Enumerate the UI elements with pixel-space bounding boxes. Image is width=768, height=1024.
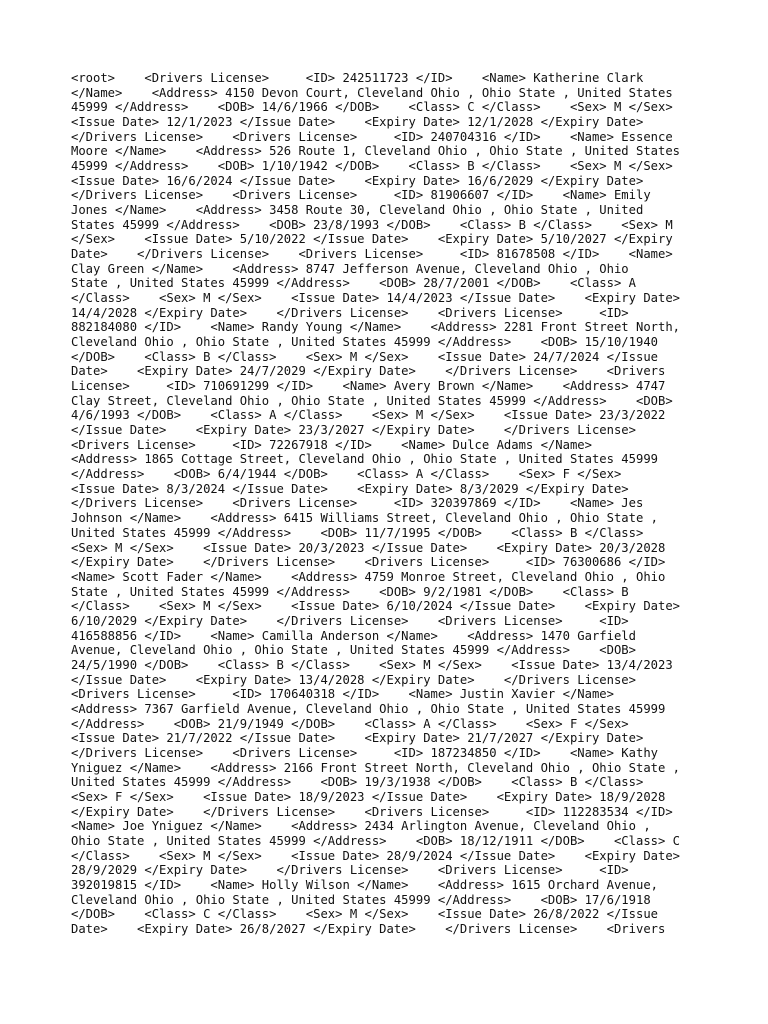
text-line: States 45999 </Address> <DOB> 23/8/1993 </DOB> <Class> B </Class> <Sex> M [71, 217, 673, 232]
document-page [71, 71, 701, 937]
text-line: <Address> 1865 Cottage Street, Cleveland Ohio , Ohio State , United States 45999 [71, 452, 658, 467]
text-line: License> <ID> 710691299 </ID> <Name> Avery Brown </Name> <Address> 4747 [71, 379, 666, 394]
text-line: </Address> <DOB> 6/4/1944 </DOB> <Class> A </Class> <Sex> F </Sex> [71, 467, 622, 482]
text-line: Moore </Name> <Address> 526 Route 1, Cleveland Ohio , Ohio State , United States [71, 144, 681, 159]
text-line: Johnson </Name> <Address> 6415 Williams Street, Cleveland Ohio , Ohio State , [71, 511, 658, 526]
text-line: <Sex> M </Sex> <Issue Date> 20/3/2023 </Issue Date> <Expiry Date> 20/3/2028 [71, 540, 666, 555]
text-line: United States 45999 </Address> <DOB> 11/7/1995 </DOB> <Class> B </Class> [71, 525, 644, 540]
text-line: Cleveland Ohio , Ohio State , United States 45999 </Address> <DOB> 17/6/1918 [71, 892, 651, 907]
text-line: Jones </Name> <Address> 3458 Route 30, Cleveland Ohio , Ohio State , United [71, 203, 644, 218]
text-line: <Name> Scott Fader </Name> <Address> 4759 Monroe Street, Cleveland Ohio , Ohio [71, 569, 666, 584]
text-line: </Class> <Sex> M </Sex> <Issue Date> 6/10/2024 </Issue Date> <Expiry Date> [71, 599, 681, 614]
text-line: </Expiry Date> </Drivers License> <Drivers License> <ID> 112283534 </ID> [71, 804, 673, 819]
text-line: </Class> <Sex> M </Sex> <Issue Date> 28/9/2024 </Issue Date> <Expiry Date> [71, 848, 681, 863]
text-line: <Address> 7367 Garfield Avenue, Cleveland Ohio , Ohio State , United States 45999 [71, 701, 666, 716]
text-line: State , United States 45999 </Address> <DOB> 9/2/1981 </DOB> <Class> B [71, 584, 629, 599]
text-line: </DOB> <Class> C </Class> <Sex> M </Sex> <Issue Date> 26/8/2022 </Issue [71, 907, 658, 922]
text-line: </Drivers License> <Drivers License> <ID> 240704316 </ID> <Name> Essence [71, 129, 673, 144]
text-line: 6/10/2029 </Expiry Date> </Drivers License> <Drivers License> <ID> [71, 613, 629, 628]
text-line: 24/5/1990 </DOB> <Class> B </Class> <Sex> M </Sex> <Issue Date> 13/4/2023 [71, 657, 673, 672]
text-line: </Drivers License> <Drivers License> <ID> 187234850 </ID> <Name> Kathy [71, 745, 658, 760]
text-line: Ohio State , United States 45999 </Address> <DOB> 18/12/1911 </DOB> <Class> C [71, 833, 681, 848]
text-line: <Name> Joe Yniguez </Name> <Address> 2434 Arlington Avenue, Cleveland Ohio , [71, 819, 651, 834]
text-line: </Class> <Sex> M </Sex> <Issue Date> 14/4/2023 </Issue Date> <Expiry Date> [71, 291, 681, 306]
text-line: <Sex> F </Sex> <Issue Date> 18/9/2023 </Issue Date> <Expiry Date> 18/9/2028 [71, 789, 666, 804]
text-line: </Issue Date> <Expiry Date> 13/4/2028 </Expiry Date> </Drivers License> [71, 672, 636, 687]
text-line: <Issue Date> 12/1/2023 </Issue Date> <Expiry Date> 12/1/2028 </Expiry Date> [71, 115, 644, 130]
text-line: <Drivers License> <ID> 72267918 </ID> <Name> Dulce Adams </Name> [71, 437, 592, 452]
text-line: </Drivers License> <Drivers License> <ID> 81906607 </ID> <Name> Emily [71, 188, 651, 203]
text-line: Date> <Expiry Date> 24/7/2029 </Expiry Date> </Drivers License> <Drivers [71, 364, 666, 379]
text-line: 45999 </Address> <DOB> 1/10/1942 </DOB> <Class> B </Class> <Sex> M </Sex> [71, 159, 673, 174]
text-line: 882184080 </ID> <Name> Randy Young </Name> <Address> 2281 Front Street North, [71, 320, 681, 335]
text-line: </Expiry Date> </Drivers License> <Drivers License> <ID> 76300686 </ID> [71, 555, 666, 570]
text-line: </Issue Date> <Expiry Date> 23/3/2027 </Expiry Date> </Drivers License> [71, 423, 636, 438]
text-line: <Issue Date> 16/6/2024 </Issue Date> <Expiry Date> 16/6/2029 </Expiry Date> [71, 173, 644, 188]
text-line: <Issue Date> 8/3/2024 </Issue Date> <Expiry Date> 8/3/2029 </Expiry Date> [71, 481, 629, 496]
text-line: 392019815 </ID> <Name> Holly Wilson </Name> <Address> 1615 Orchard Avenue, [71, 877, 658, 892]
text-line: </DOB> <Class> B </Class> <Sex> M </Sex> <Issue Date> 24/7/2024 </Issue [71, 349, 658, 364]
text-line: <Issue Date> 21/7/2022 </Issue Date> <Expiry Date> 21/7/2027 </Expiry Date> [71, 731, 644, 746]
text-line: Yniguez </Name> <Address> 2166 Front Street North, Cleveland Ohio , Ohio State , [71, 760, 681, 775]
text-line: </Drivers License> <Drivers License> <ID> 320397869 </ID> <Name> Jes [71, 496, 644, 511]
text-line: 4/6/1993 </DOB> <Class> A </Class> <Sex> M </Sex> <Issue Date> 23/3/2022 [71, 408, 666, 423]
text-line: <Drivers License> <ID> 170640318 </ID> <Name> Justin Xavier </Name> [71, 687, 614, 702]
text-line: Clay Green </Name> <Address> 8747 Jefferson Avenue, Cleveland Ohio , Ohio [71, 261, 629, 276]
text-line: </Sex> <Issue Date> 5/10/2022 </Issue Date> <Expiry Date> 5/10/2027 </Expiry [71, 232, 673, 247]
text-line: Date> <Expiry Date> 26/8/2027 </Expiry Date> </Drivers License> <Drivers [71, 921, 666, 936]
text-line: Clay Street, Cleveland Ohio , Ohio State , United States 45999 </Address> <DOB> [71, 393, 673, 408]
text-line: 45999 </Address> <DOB> 14/6/1966 </DOB> <Class> C </Class> <Sex> M </Sex> [71, 100, 673, 115]
text-line: </Address> <DOB> 21/9/1949 </DOB> <Class> A </Class> <Sex> F </Sex> [71, 716, 629, 731]
text-line: Date> </Drivers License> <Drivers License> <ID> 81678508 </ID> <Name> [71, 247, 673, 262]
text-line: <root> <Drivers License> <ID> 242511723 </ID> <Name> Katherine Clark [71, 71, 644, 85]
text-line: Avenue, Cleveland Ohio , Ohio State , United States 45999 </Address> <DOB> [71, 643, 636, 658]
text-line: 416588856 </ID> <Name> Camilla Anderson </Name> <Address> 1470 Garfield [71, 628, 636, 643]
text-line: United States 45999 </Address> <DOB> 19/3/1938 </DOB> <Class> B </Class> [71, 775, 644, 790]
text-line: 14/4/2028 </Expiry Date> </Drivers License> <Drivers License> <ID> [71, 305, 629, 320]
text-line: </Name> <Address> 4150 Devon Court, Cleveland Ohio , Ohio State , United States [71, 85, 673, 100]
text-line: State , United States 45999 </Address> <DOB> 28/7/2001 </DOB> <Class> A [71, 276, 636, 291]
text-line: Cleveland Ohio , Ohio State , United States 45999 </Address> <DOB> 15/10/1940 [71, 335, 658, 350]
text-line: 28/9/2029 </Expiry Date> </Drivers License> <Drivers License> <ID> [71, 863, 629, 878]
